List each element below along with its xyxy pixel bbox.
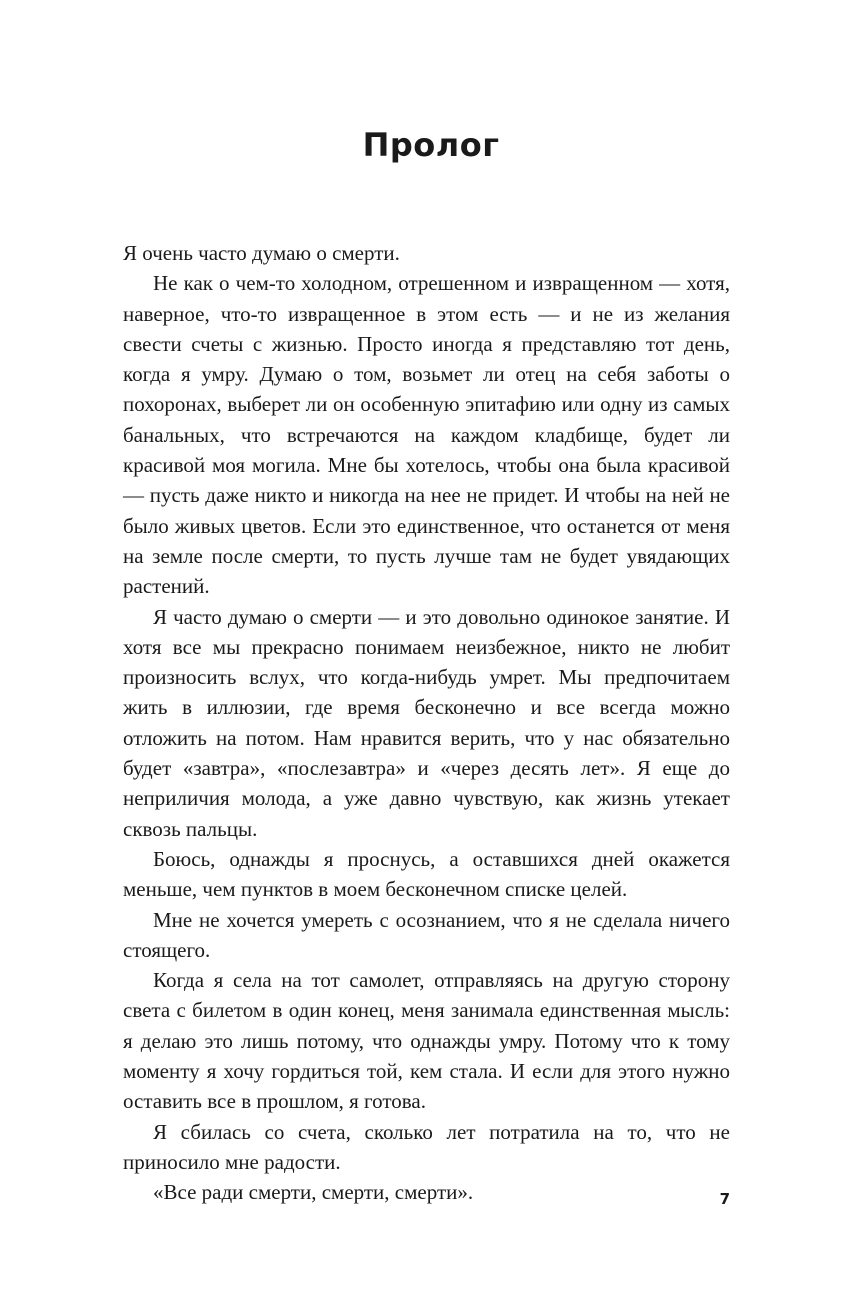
- paragraph: Не как о чем-то холодном, отрешенном и извращенном — хотя, наверное, что-то извращенное в этом есть — и не из желания свести счеты с жизнью. Просто иногда я представляю тот день, когда я умру. Думаю о том, возьмет ли отец на себя заботы о похоронах, выберет ли он особенную эпитафию или одну из самых банальных, что встречаются на каждом кладбище, будет ли красивой моя могила. Мне бы хотелось, чтобы она была красивой — пусть даже никто и никогда на нее не придет. И чтобы на ней не было живых цветов. Если это единственное, что останется от меня на земле после смерти, то пусть лучше там не будет увядающих растений.: [123, 271, 730, 599]
- paragraph: Когда я села на тот самолет, отправляясь на другую сторону света с билетом в один конец, меня занимала единственная мысль: я делаю это лишь потому, что однажды умру. Потому что к тому моменту я хочу гордиться той, кем стала. И если для этого нужно оставить все в прошлом, я готова.: [123, 968, 730, 1114]
- paragraph: Я сбилась со счета, сколько лет потратила на то, что не приносило мне радости.: [123, 1119, 730, 1174]
- paragraph: Я очень часто думаю о смерти.: [123, 241, 400, 265]
- page-number: 7: [719, 1190, 730, 1208]
- paragraph: Боюсь, однажды я проснусь, а оставшихся дней окажется меньше, чем пунктов в моем бесконечном списке целей.: [123, 846, 730, 902]
- body-text: [123, 238, 730, 1208]
- chapter-title: Пролог: [362, 126, 500, 164]
- paragraph: Мне не хочется умереть с осознанием, что я не сделала ничего стоящего.: [123, 907, 730, 962]
- paragraph: «Все ради смерти, смерти, смерти».: [153, 1180, 474, 1205]
- paragraph: Я часто думаю о смерти — и это довольно одинокое занятие. И хотя все мы прекрасно понимаем неизбежное, никто не любит произносить вслух, что когда-нибудь умрет. Мы предпочитаем жить в иллюзии, где время бесконечно и все всегда можно отложить на потом. Нам нравится верить, что у нас обязательно будет «завтра», «послезавтра» и «через десять лет». Я еще до неприличия молода, а уже давно чувствую, как жизнь утекает сквозь пальцы.: [123, 604, 730, 841]
